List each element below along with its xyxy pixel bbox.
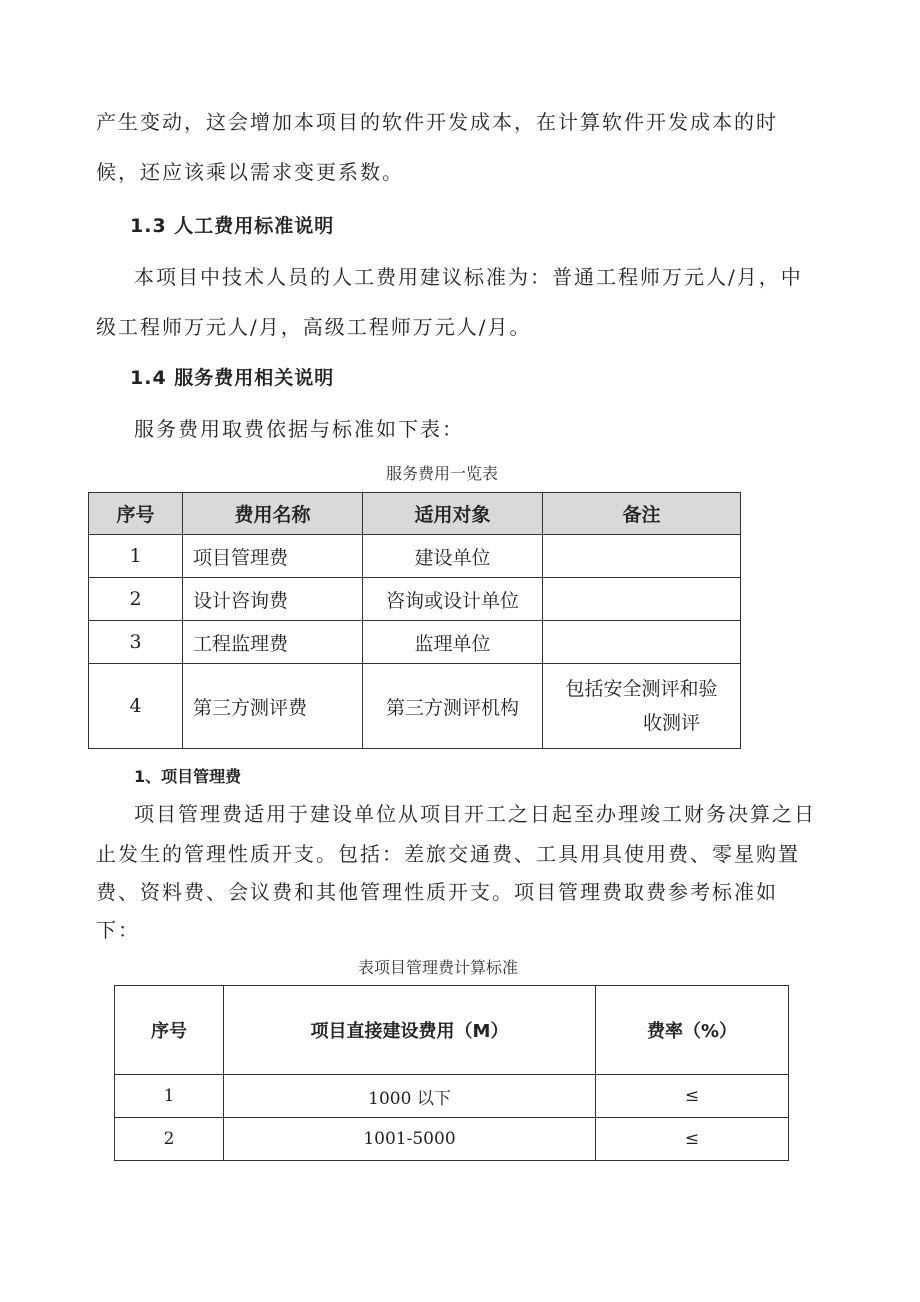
cell-no: 1 xyxy=(89,535,183,578)
cell-note-line-2: 收测评 xyxy=(642,712,700,734)
cell-target: 咨询或设计单位 xyxy=(363,578,543,621)
cell-rate: ≤ xyxy=(596,1075,789,1118)
pm-paragraph-line-2: 止发生的管理性质开支。包括：差旅交通费、工具用具使用费、零星购置 xyxy=(96,842,800,866)
cell-rate: ≤ xyxy=(596,1118,789,1161)
table-row xyxy=(89,664,741,749)
cell-cost-range: 1000 以下 xyxy=(224,1075,596,1118)
cell-note xyxy=(543,664,741,749)
header-cell-rate: 费率（%） xyxy=(596,986,789,1075)
cell-no: 1 xyxy=(115,1075,224,1118)
cell-target: 建设单位 xyxy=(363,535,543,578)
section-heading-1-3: 1.3 人工费用标准说明 xyxy=(130,215,335,237)
cell-no: 2 xyxy=(115,1118,224,1161)
cell-note xyxy=(543,621,741,664)
header-cell-fee-name: 费用名称 xyxy=(183,493,363,535)
table2-caption: 表项目管理费计算标准 xyxy=(358,958,519,977)
cell-target: 监理单位 xyxy=(363,621,543,664)
cell-fee-name: 设计咨询费 xyxy=(183,578,363,621)
cell-fee-name: 第三方测评费 xyxy=(183,664,363,749)
service-intro-text: 服务费用取费依据与标准如下表： xyxy=(134,417,464,441)
pm-paragraph-line-3: 费、资料费、会议费和其他管理性质开支。项目管理费取费参考标准如 xyxy=(96,880,778,904)
service-fee-table xyxy=(88,492,741,749)
labor-paragraph-line-2: 级工程师万元人/月，高级工程师万元人/月。 xyxy=(96,315,532,339)
table-header-row xyxy=(89,493,741,535)
subsection-heading-project-management: 1、项目管理费 xyxy=(134,767,242,786)
cell-fee-name: 工程监理费 xyxy=(183,621,363,664)
table-row xyxy=(89,535,741,578)
cell-target: 第三方测评机构 xyxy=(363,664,543,749)
table-row xyxy=(115,1075,789,1118)
cell-note-line-1: 包括安全测评和验 xyxy=(565,678,718,700)
cell-no: 2 xyxy=(89,578,183,621)
intro-paragraph-line-1: 产生变动，这会增加本项目的软件开发成本，在计算软件开发成本的时 xyxy=(96,110,778,134)
table1-caption: 服务费用一览表 xyxy=(386,464,499,483)
cell-note xyxy=(543,578,741,621)
cell-note xyxy=(543,535,741,578)
header-cell-cost: 项目直接建设费用（M） xyxy=(224,986,596,1075)
header-cell-no: 序号 xyxy=(115,986,224,1075)
labor-paragraph-line-1: 本项目中技术人员的人工费用建议标准为：普通工程师万元人/月，中 xyxy=(134,265,803,289)
pm-paragraph-line-4: 下： xyxy=(96,918,140,942)
table-row xyxy=(89,621,741,664)
header-cell-note: 备注 xyxy=(543,493,741,535)
header-cell-no: 序号 xyxy=(89,493,183,535)
section-heading-1-4: 1.4 服务费用相关说明 xyxy=(130,367,335,389)
cell-fee-name: 项目管理费 xyxy=(183,535,363,578)
table-row xyxy=(115,1118,789,1161)
table-row xyxy=(89,578,741,621)
table-header-row xyxy=(115,986,789,1075)
cell-cost-range: 1001-5000 xyxy=(224,1118,596,1161)
intro-paragraph-line-2: 候，还应该乘以需求变更系数。 xyxy=(96,160,404,184)
pm-paragraph-line-1: 项目管理费适用于建设单位从项目开工之日起至办理竣工财务决算之日 xyxy=(134,802,816,826)
cell-no: 4 xyxy=(89,664,183,749)
cell-no: 3 xyxy=(89,621,183,664)
header-cell-target: 适用对象 xyxy=(363,493,543,535)
management-fee-table xyxy=(114,985,789,1161)
